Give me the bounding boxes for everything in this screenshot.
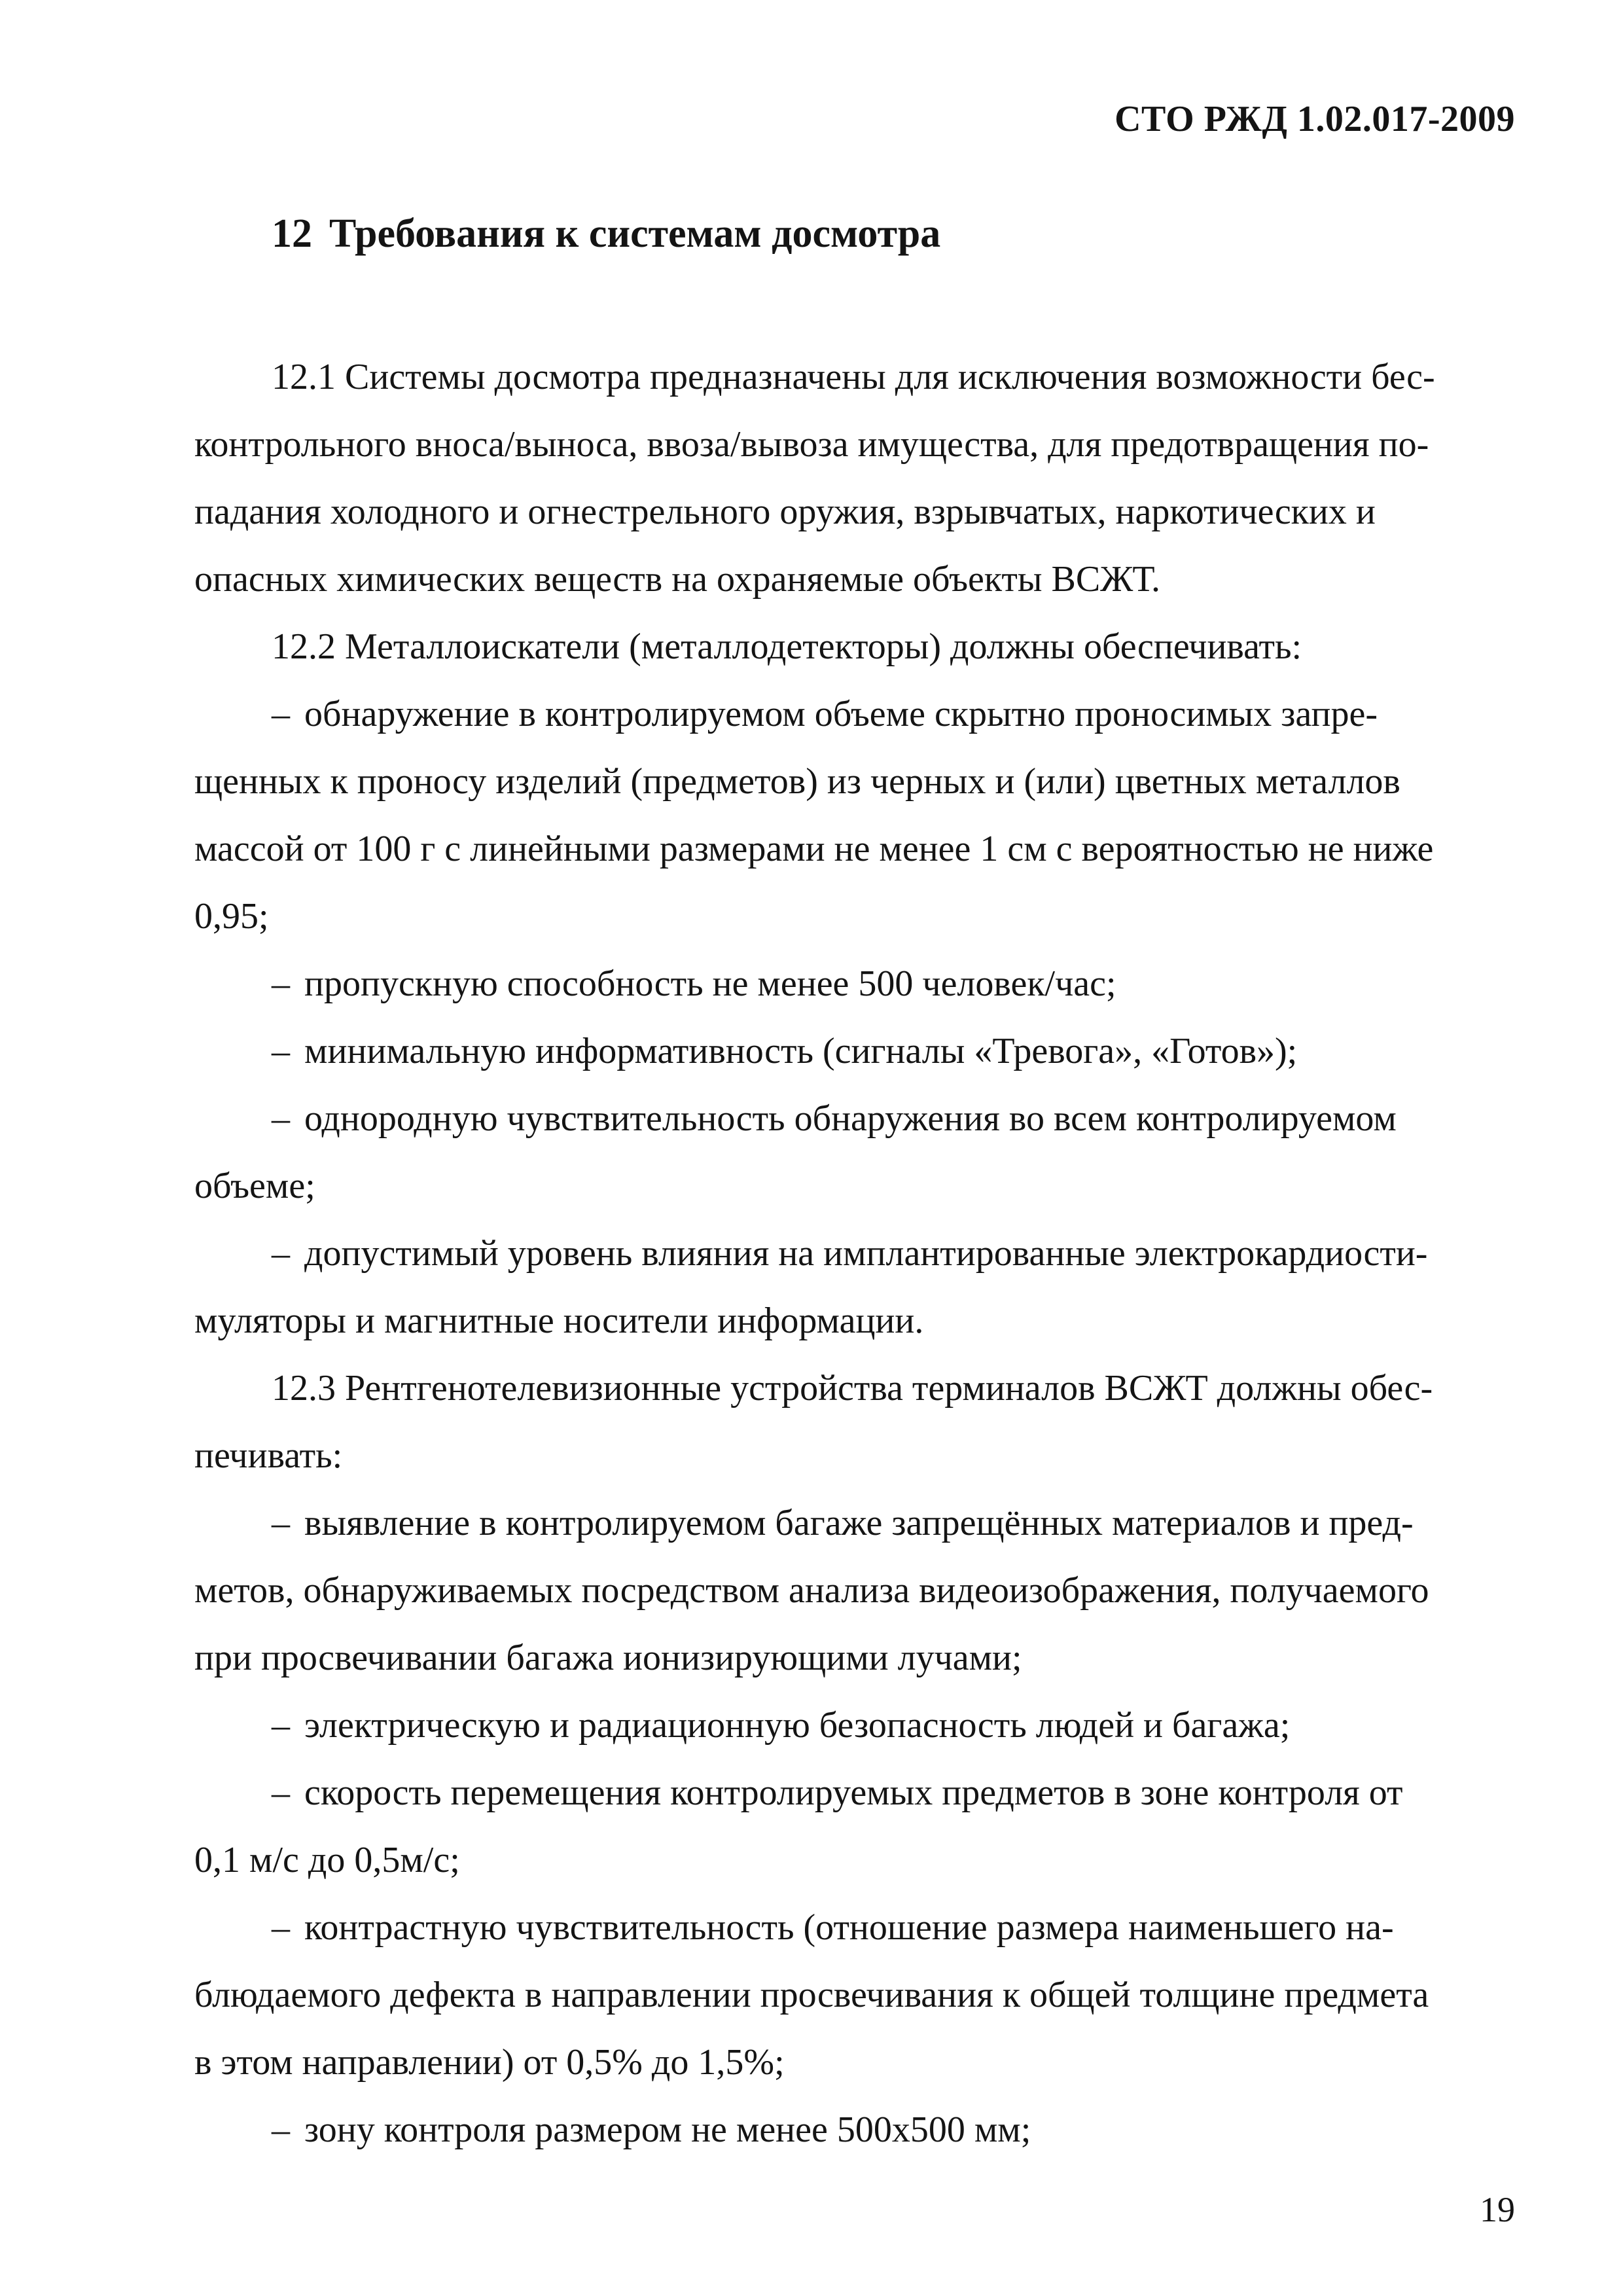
paragraph-text: Рентгенотелевизионные устройства терминалов ВСЖТ должны обес- печивать: <box>194 1368 1433 1476</box>
list-item-text: контрастную чувствительность (отношение размера наименьшего на- блюдаемого дефекта в направлении просвечивания к общей толщине предмета в этом направлении) от 0,5% до 1,5%; <box>194 1907 1429 2083</box>
list-item <box>194 681 1512 950</box>
list-item <box>194 1018 1512 1085</box>
list-item <box>194 1490 1512 1692</box>
page-number: 19 <box>1480 2190 1515 2229</box>
section-number: 12 <box>272 211 312 256</box>
list-dash-marker: – <box>272 1098 290 1139</box>
list-dash-marker: – <box>272 1705 290 1746</box>
list-item-text: зону контроля размером не менее 500х500 мм; <box>304 2109 1031 2150</box>
list-dash-marker: – <box>272 1503 290 1543</box>
list-item-text: минимальную информативность (сигналы «Тревога», «Готов»); <box>304 1031 1298 1071</box>
list-dash-marker: – <box>272 1772 290 1813</box>
list-item-text: пропускную способность не менее 500 человек/час; <box>304 963 1116 1004</box>
paragraph-number: 12.1 <box>272 357 336 397</box>
paragraph-text: Системы досмотра предназначены для исключения возможности бес- контрольного вноса/выноса, ввоза/вывоза имущества, для предотвращения по- падания холодного и огнестрельного оружия, взрывчатых, наркотических и опасных химических веществ на охраняемые объекты ВСЖТ. <box>194 357 1435 600</box>
list-item-text: скорость перемещения контролируемых предметов в зоне контроля от 0,1 м/с до 0,5м/с; <box>194 1772 1403 1880</box>
list-item <box>194 950 1512 1018</box>
list-item-text: однородную чувствительность обнаружения во всем контролируемом объеме; <box>194 1098 1397 1206</box>
list-dash-marker: – <box>272 694 290 734</box>
document-code-header: СТО РЖД 1.02.017-2009 <box>1115 99 1515 139</box>
list-dash-marker: – <box>272 963 290 1004</box>
list-item-text: обнаружение в контролируемом объеме скрытно проносимых запре- щенных к проносу изделий (предметов) из черных и (или) цветных металлов массой от 100 г с линейными размерами не менее 1 см с вероятностью не ниже 0,95; <box>194 694 1434 937</box>
paragraph-number: 12.3 <box>272 1368 336 1408</box>
list-item <box>194 1894 1512 2096</box>
list-dash-marker: – <box>272 1233 290 1274</box>
list-item <box>194 1085 1512 1220</box>
list-item-text: электрическую и радиационную безопасность людей и багажа; <box>304 1705 1291 1746</box>
paragraph-number: 12.2 <box>272 626 336 667</box>
list-item-text: выявление в контролируемом багаже запрещённых материалов и пред- метов, обнаруживаемых посредством анализа видеоизображения, получаемого при просвечивании багажа ионизирующими лучами; <box>194 1503 1429 1678</box>
paragraph-text: Металлоискатели (металлодетекторы) должны обеспечивать: <box>345 626 1302 667</box>
list-dash-marker: – <box>272 1907 290 1948</box>
section-title-text: Требования к системам досмотра <box>329 211 941 256</box>
list-dash-marker: – <box>272 1031 290 1071</box>
document-body <box>194 344 1512 2164</box>
list-item <box>194 1759 1512 1894</box>
list-item <box>194 1220 1512 1355</box>
numbered-paragraph <box>194 613 1512 681</box>
list-item <box>194 1692 1512 1759</box>
list-item <box>194 2096 1512 2164</box>
list-dash-marker: – <box>272 2109 290 2150</box>
numbered-paragraph <box>194 344 1512 613</box>
numbered-paragraph <box>194 1355 1512 1490</box>
list-item-text: допустимый уровень влияния на имплантированные электрокардиости- муляторы и магнитные носители информации. <box>194 1233 1428 1341</box>
section-heading <box>272 211 940 257</box>
